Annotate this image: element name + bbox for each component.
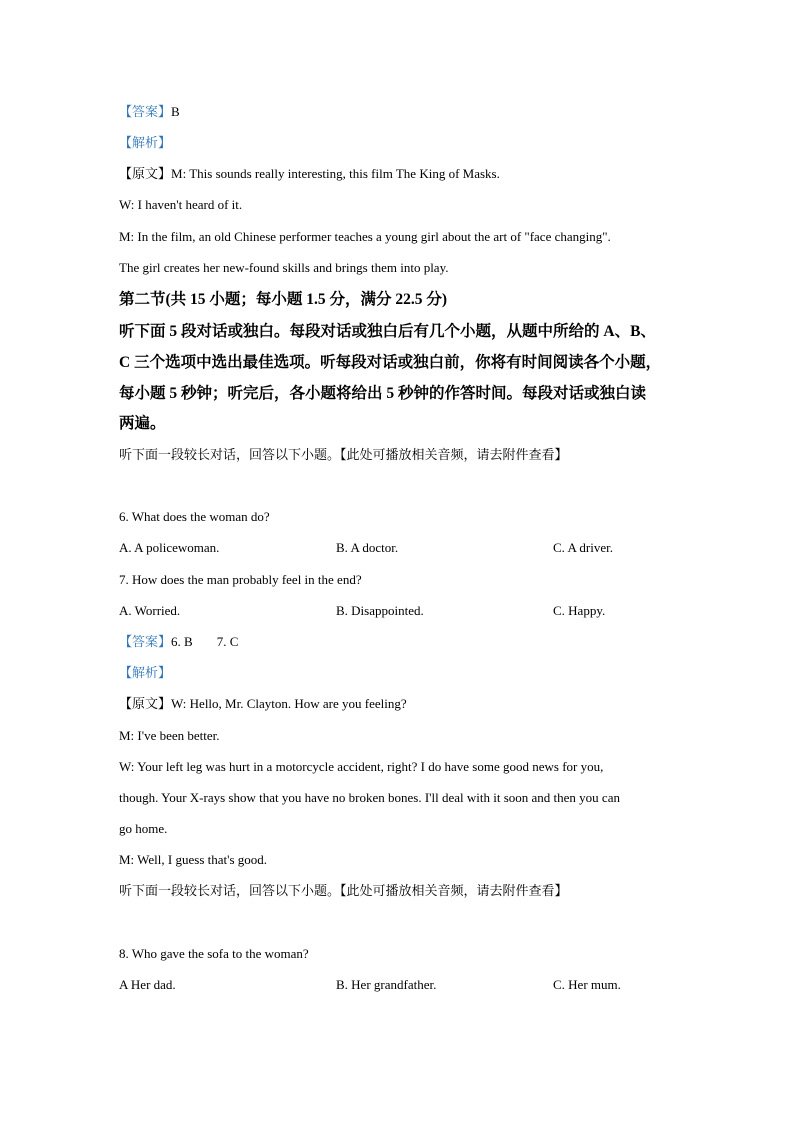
section-instructions: 听下面 5 段对话或独白。每段对话或独白后有几个小题，从题中所给的 A、B、 — [119, 323, 656, 340]
dialogue-intro: 听下面一段较长对话，回答以下小题。【此处可播放相关音频，请去附件查看】 — [119, 447, 568, 462]
transcript-line: M: I've been better. — [119, 728, 220, 743]
original-text: W: Hello, Mr. Clayton. How are you feeling? — [171, 696, 407, 711]
analysis-tag: 【解析】 — [119, 665, 172, 680]
option-c: C. Her mum. — [553, 977, 621, 992]
question-7: 7. How does the man probably feel in the end? — [119, 572, 362, 587]
option-a: A. A policewoman. — [119, 540, 220, 555]
original-tag: 【原文】 — [119, 696, 172, 711]
answer-value: 7. C — [216, 634, 239, 649]
answer-line — [119, 634, 238, 650]
answer-tag: 【答案】 — [119, 634, 172, 649]
transcript-line: M: In the film, an old Chinese performer teaches a young girl about the art of "face changing". — [119, 229, 611, 244]
option-b: B. Her grandfather. — [336, 977, 437, 992]
analysis-tag: 【解析】 — [119, 135, 172, 150]
question-8: 8. Who gave the sofa to the woman? — [119, 946, 309, 961]
section-instructions: 每小题 5 秒钟；听完后，各小题将给出 5 秒钟的作答时间。每段对话或独白读 — [119, 385, 647, 402]
answer-value: B — [171, 104, 180, 119]
transcript-line: go home. — [119, 821, 168, 836]
option-b: B. A doctor. — [336, 540, 399, 555]
section-heading: 第二节(共 15 小题；每小题 1.5 分，满分 22.5 分) — [119, 291, 448, 308]
answer-value: 6. B — [171, 634, 193, 649]
question-6: 6. What does the woman do? — [119, 509, 270, 524]
transcript-line: though. Your X-rays show that you have no broken bones. I'll deal with it soon and then you can — [119, 790, 620, 805]
option-c: C. A driver. — [553, 540, 613, 555]
answer-tag: 【答案】 — [119, 104, 172, 119]
section-instructions: 两遍。 — [119, 415, 166, 432]
original-tag: 【原文】 — [119, 166, 172, 181]
option-c: C. Happy. — [553, 603, 606, 618]
option-a: A Her dad. — [119, 977, 176, 992]
transcript-line: M: Well, I guess that's good. — [119, 852, 268, 867]
transcript-line: The girl creates her new-found skills and brings them into play. — [119, 260, 449, 275]
transcript-line: W: Your left leg was hurt in a motorcycle accident, right? I do have some good news for you, — [119, 759, 604, 774]
answer-line — [119, 104, 180, 120]
original-text: M: This sounds really interesting, this film The King of Masks. — [171, 166, 500, 181]
original-line — [119, 696, 407, 712]
original-line — [119, 166, 500, 182]
transcript-line: W: I haven't heard of it. — [119, 197, 243, 212]
section-instructions: C 三个选项中选出最佳选项。听每段对话或独白前，你将有时间阅读各个小题， — [119, 354, 662, 371]
option-b: B. Disappointed. — [336, 603, 424, 618]
dialogue-intro: 听下面一段较长对话，回答以下小题。【此处可播放相关音频，请去附件查看】 — [119, 883, 568, 898]
option-a: A. Worried. — [119, 603, 181, 618]
